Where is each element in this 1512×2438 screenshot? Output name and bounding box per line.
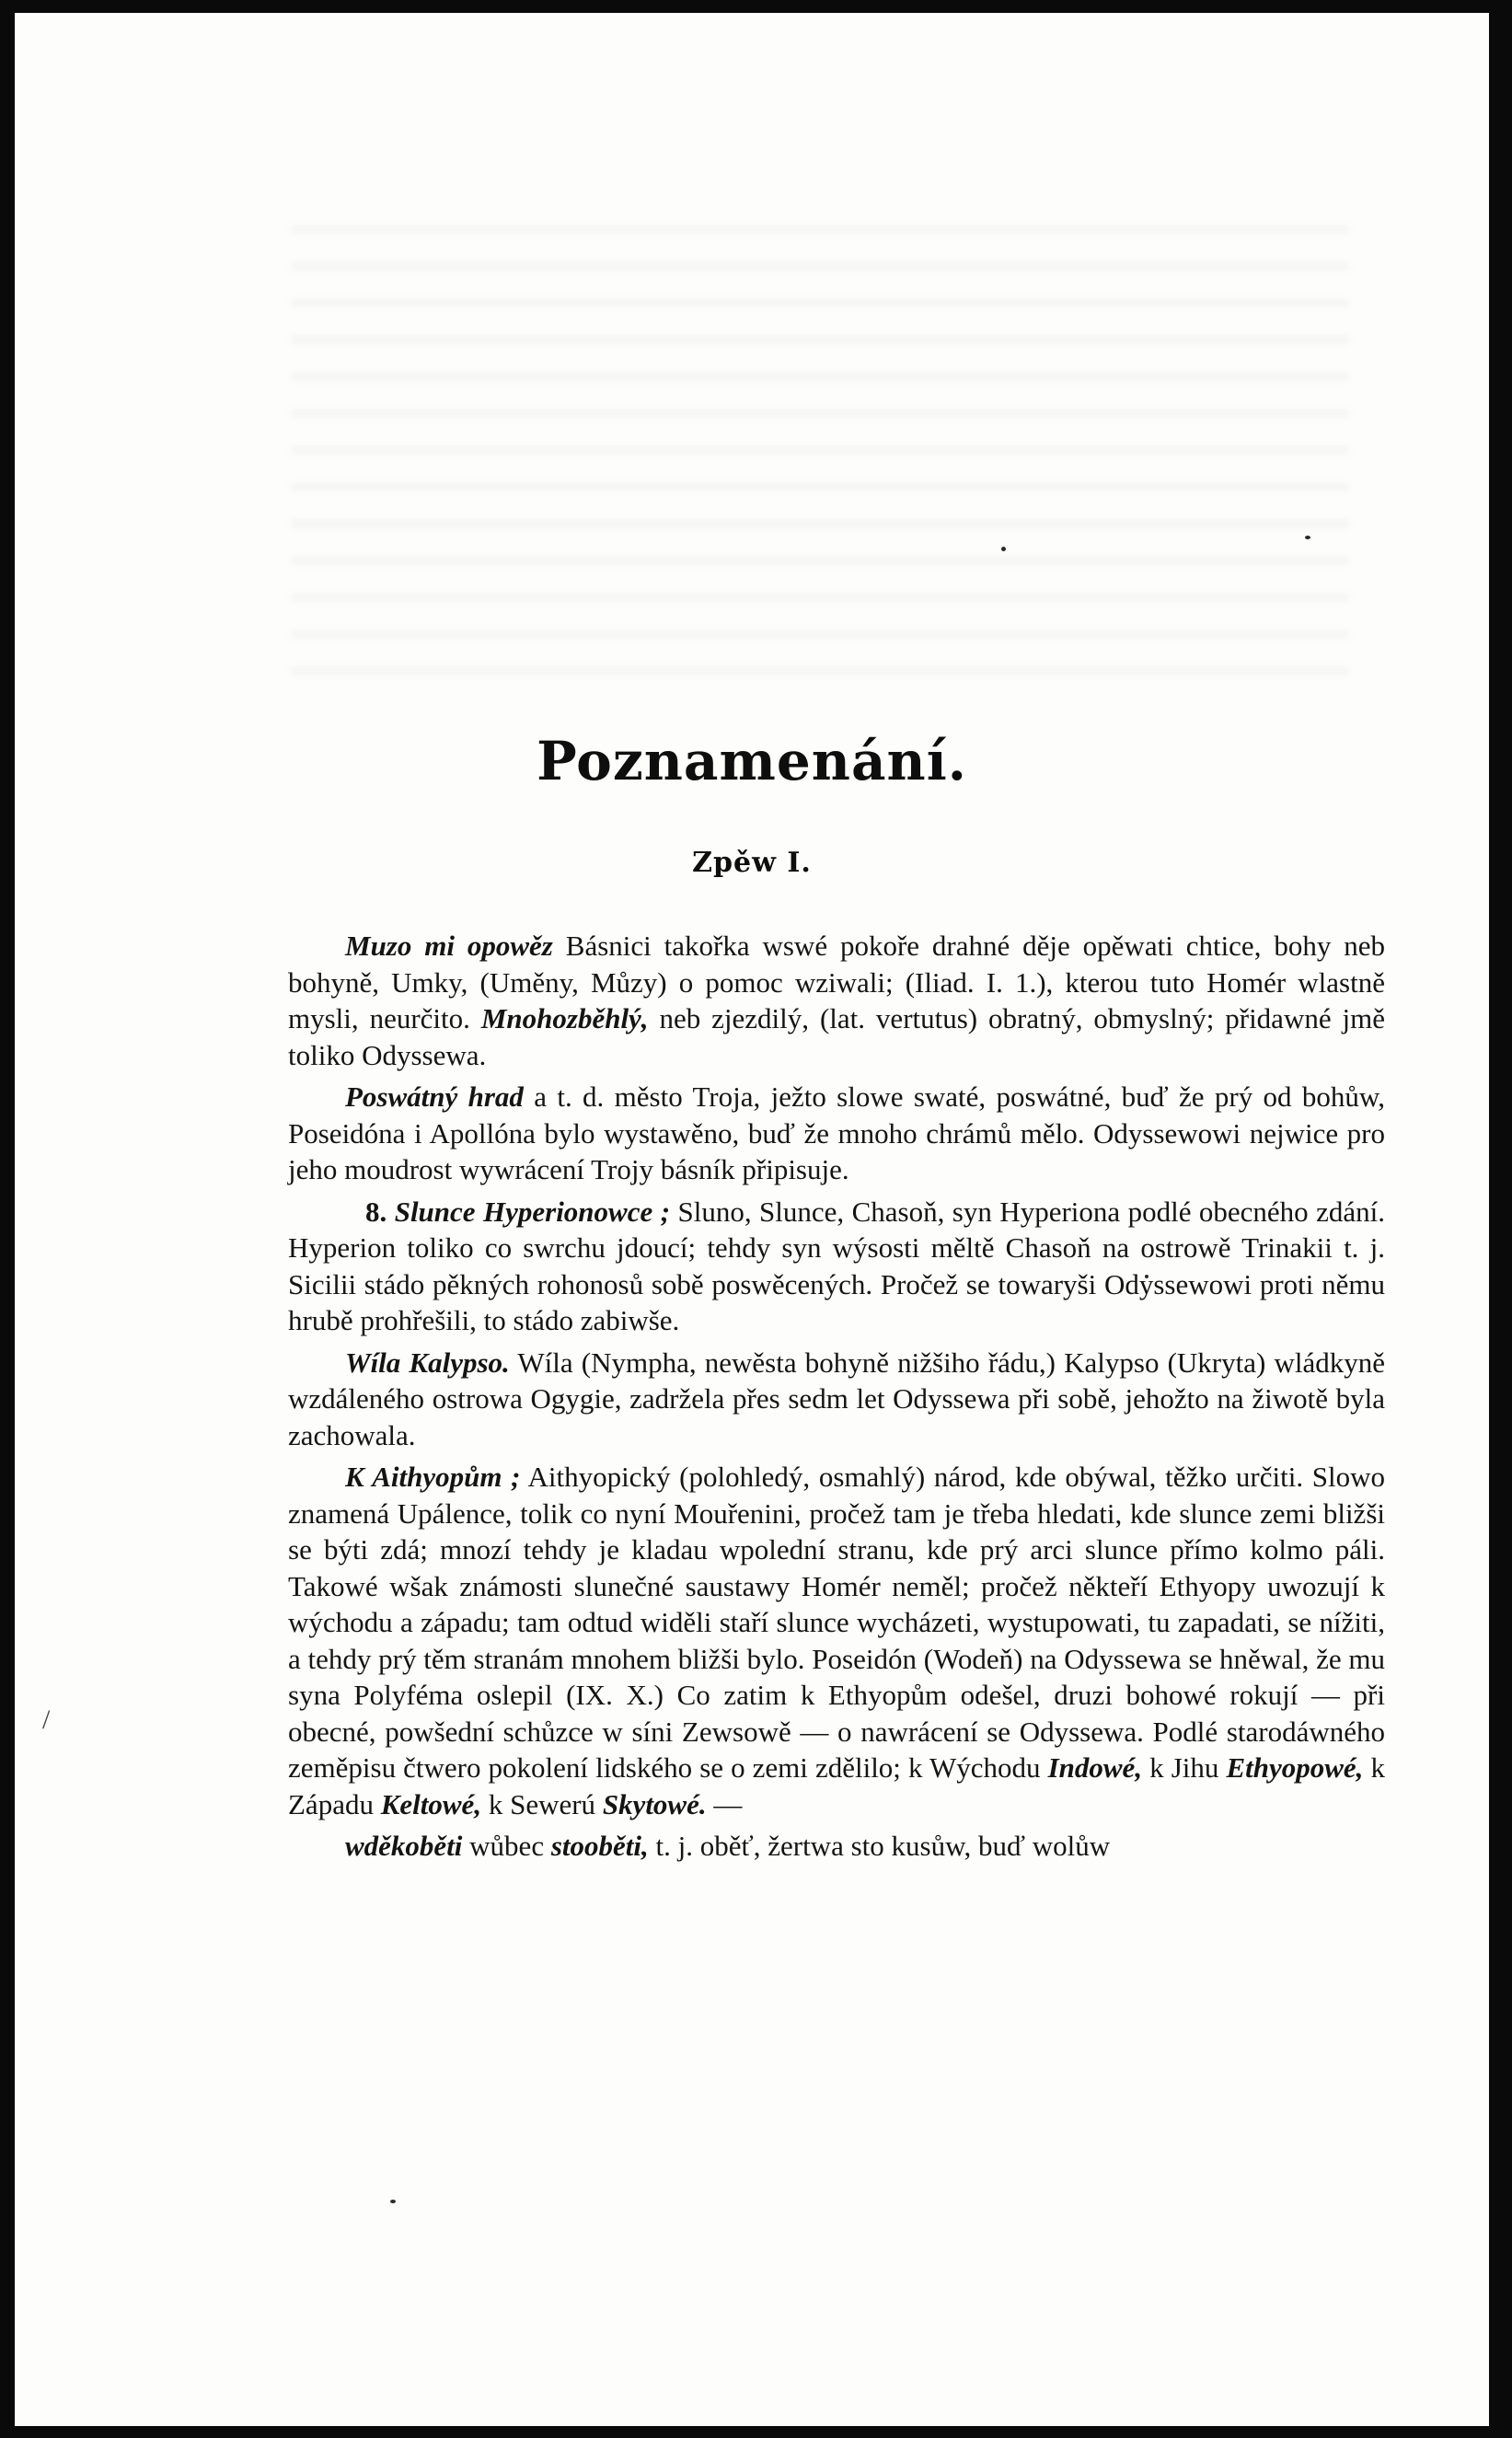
show-through-text [291, 197, 1349, 694]
notes-body [288, 928, 1385, 1865]
note-text: Wíla (Nympha, newěsta bohyně nižšiho řádu,) Kalypso (Ukryta) wládkyně wzdáleného ostrowa Ogygie, zadržela přes sedm let Odyssewa při sobě, jehožto na žiwotě byla zachowala. [288, 1346, 1385, 1451]
note-text: Aithyopický (polohledý, osmahlý) národ, kde obýwal, těžko určiti. Slowo znamená Upálence, tolik co nyní Mouřenini, pročež tam je třeba hledati, kde slunce zemi bližši se býti zdá; mnozí tehdy je kladau wpolední stranu, kde prý arci slunce přímo kolmo páli. Takowé wšak známosti slunečné saustawy Homér neměl; pročež někteří Ethyopy uwozují k wýchodu a západu; tam odtud widěli staří slunce wycházeti, wystupowati, tu zapadati, se nížiti, a tehdy prý těm stranám mnohem bližši bylo. Poseidón (Wodeň) na Odyssewa se hněwal, že mu syna Polyféma oslepil (IX. X.) Co zatim k Ethyopům odešel, druzi bohowé rokují — při obecné, powšední schůzce w síni Zewsowě — o nawrácení se Odyssewa. Podlé starodáwného zeměpisu čtwero pokolení lidského se o zemi zdělilo; k Wýchodu [288, 1461, 1385, 1784]
note-paragraph [288, 1828, 1385, 1865]
note-text: t. j. oběť, žertwa sto kusůw, buď wolůw [648, 1830, 1111, 1862]
section-heading: Zpěw I. [692, 847, 812, 879]
note-paragraph [288, 1459, 1385, 1822]
ink-speck [390, 2200, 396, 2203]
note-paragraph [288, 1194, 1385, 1339]
note-lemma: Muzo mi opowěz [345, 930, 553, 962]
document-page [15, 13, 1489, 2426]
note-lemma: stooběti, [550, 1830, 649, 1862]
page-title: Poznamenání. [537, 730, 967, 792]
note-lemma: Poswátný hrad [345, 1080, 524, 1113]
note-lemma: Slunce Hyperionowce ; [394, 1195, 671, 1228]
note-lemma: wděkoběti [345, 1830, 463, 1862]
note-lemma: K Aithyopům ; [345, 1461, 521, 1493]
note-paragraph [288, 928, 1385, 1073]
people-name: Indowé, [1047, 1751, 1143, 1784]
note-text: Sluno, Slunce, Chasoň, syn Hyperiona podlé obecného zdání. Hyperion toliko co swrchu jdoucí; tehdy syn wýsosti měltě Chasoň na ostrowě Trinakii t. j. Sicilii stádo pěkných rohonosů sobě poswěcených. Pročež se towaryši Odyssewowi proti němu hrubě prohřešili, to stádo zabiwše. [288, 1195, 1386, 1336]
note-lemma: Mnohozběhlý, [480, 1002, 649, 1034]
people-name: Ethyopowé, [1226, 1751, 1364, 1784]
margin-mark: / [42, 1704, 51, 1735]
people-name: Keltowé, [380, 1787, 482, 1820]
note-text: k Sewerú [481, 1787, 603, 1820]
verse-number: 8. [365, 1195, 387, 1228]
note-paragraph [288, 1345, 1385, 1454]
note-lemma: Wíla Kalypso. [345, 1346, 510, 1379]
note-text: wůbec [462, 1830, 551, 1862]
note-text: Básnici takořka wswé pokoře drahné děje opěwati chtice, bohy neb bohyně, Umky, (Uměny, Můzy) o pomoc wziwali; (Iliad. I. 1.), kterou tuto Homér wlastně mysli, neurčito. [288, 930, 1385, 1034]
note-text: — [706, 1787, 743, 1820]
note-text: neb zjezdilý, (lat. vertutus) obratný, obmyslný; přidawné jmě toliko Odyssewa. [288, 1002, 1385, 1071]
note-text: a t. d. město Troja, ježto slowe swaté, poswátné, buď že prý od bohůw, Poseidóna i Apollóna bylo wystawěno, buď že mnoho chrámů mělo. Odyssewowi nejwice pro jeho moudrost wywrácení Trojy básník připisuje. [288, 1080, 1385, 1185]
ink-speck [1305, 536, 1310, 539]
note-text: k Jihu [1142, 1751, 1227, 1784]
note-paragraph [288, 1079, 1385, 1188]
note-text: k Západu [288, 1751, 1385, 1820]
ink-speck [1001, 547, 1006, 551]
people-name: Skytowé. [602, 1787, 707, 1820]
